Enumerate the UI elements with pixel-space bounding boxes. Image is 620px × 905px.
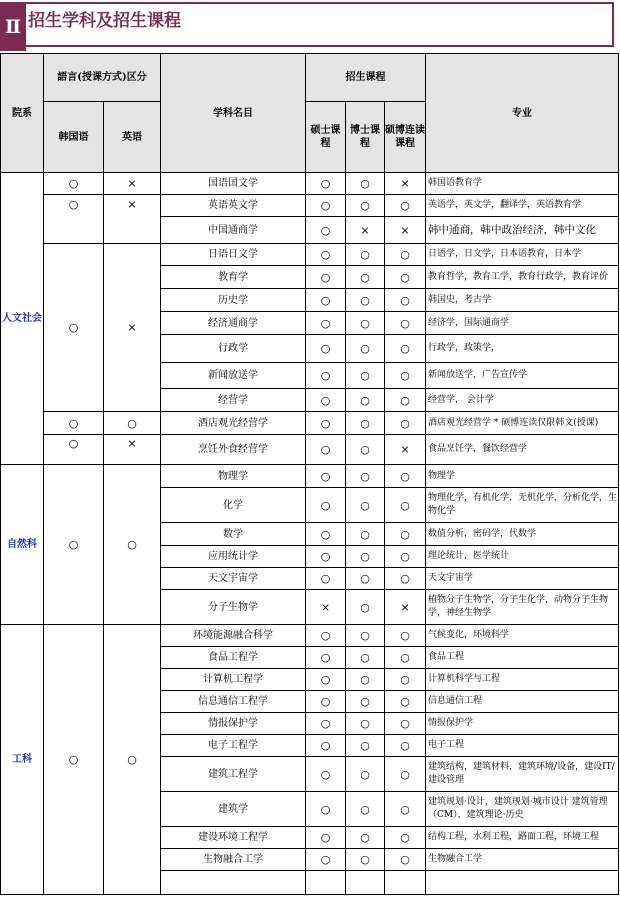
table-row	[1, 435, 619, 465]
major-text: 信息通信工程	[426, 691, 619, 713]
major-text: 建筑规划·设计，建筑规划·城市设计 建筑管理（CM），建筑理论·历史	[426, 792, 619, 827]
master-mark: ○	[306, 568, 346, 590]
major-text: 建筑结构，建筑材料，建筑环境/设备，建设IT/建设管理	[426, 757, 619, 792]
major-text: 酒店观光经营学 * 硕博连读仅限韩文(授课)	[426, 412, 619, 435]
combined-mark: ○	[385, 713, 426, 735]
combined-mark: ○	[385, 625, 426, 647]
doctor-mark: ○	[346, 792, 385, 827]
doctor-mark: ○	[346, 647, 385, 669]
master-mark: ○	[306, 735, 346, 757]
doctor-mark: ○	[346, 435, 385, 465]
doctor-mark: ○	[346, 389, 385, 412]
subject-name: 教育学	[161, 266, 306, 289]
combined-mark: ×	[385, 590, 426, 625]
col-english: 英语	[104, 102, 161, 173]
english-mark: ○	[104, 412, 161, 435]
col-program-group: 招生课程	[306, 54, 426, 102]
doctor-mark: ○	[346, 735, 385, 757]
subject-name: 行政学	[161, 335, 306, 363]
master-mark: ○	[306, 335, 346, 363]
doctor-mark: ○	[346, 335, 385, 363]
master-mark: ○	[306, 647, 346, 669]
doctor-mark: ○	[346, 625, 385, 647]
doctor-mark: ○	[346, 691, 385, 713]
table-row	[1, 465, 619, 488]
doctor-mark: ○	[346, 312, 385, 335]
english-mark: ×	[104, 244, 161, 412]
subject-name: 生物融合工学	[161, 849, 306, 871]
subject-name: 中国通商学	[161, 217, 306, 244]
section-number: Ⅱ	[0, 2, 26, 51]
table-row	[1, 195, 619, 217]
doctor-mark: ○	[346, 590, 385, 625]
major-text: 情报保护学	[426, 713, 619, 735]
major-text: 日语学，日文学，日本语教育，日本学	[426, 244, 619, 266]
major-text: 理论统计，医学统计	[426, 546, 619, 568]
major-text: 英语学，英文学，翻译学，英语教育学	[426, 195, 619, 217]
korean-mark: ○	[44, 465, 104, 625]
korean-mark: ○	[44, 625, 104, 895]
major-text: 食品工程	[426, 647, 619, 669]
english-mark: ○	[104, 465, 161, 625]
doctor-mark: ○	[346, 488, 385, 523]
master-mark: ○	[306, 669, 346, 691]
major-text: 数值分析，密码学，代数学	[426, 523, 619, 546]
combined-mark: ○	[385, 669, 426, 691]
table-row	[1, 625, 619, 647]
combined-mark: ○	[385, 244, 426, 266]
doctor-mark: ○	[346, 849, 385, 871]
subject-name: 物理学	[161, 465, 306, 488]
major-text: 物理化学，有机化学，无机化学，分析化学，生物化学	[426, 488, 619, 523]
master-mark: ○	[306, 488, 346, 523]
master-mark: ○	[306, 691, 346, 713]
doctor-mark: ○	[346, 173, 385, 195]
master-mark: ○	[306, 266, 346, 289]
combined-mark: ×	[385, 435, 426, 465]
combined-mark: ○	[385, 289, 426, 312]
combined-mark: ○	[385, 827, 426, 849]
major-text: 经济学，国际通商学	[426, 312, 619, 335]
doctor-mark: ○	[346, 713, 385, 735]
admissions-table	[0, 53, 619, 895]
section-title: 招生学科及招生课程	[26, 2, 614, 47]
master-mark: ○	[306, 523, 346, 546]
doctor-mark: ○	[346, 266, 385, 289]
combined-mark: ○	[385, 691, 426, 713]
combined-mark: ○	[385, 266, 426, 289]
table-row	[1, 173, 619, 195]
doctor-mark: ○	[346, 568, 385, 590]
col-doctor: 博士课程	[346, 102, 385, 173]
combined-mark: ○	[385, 389, 426, 412]
master-mark: ○	[306, 849, 346, 871]
korean-mark: ○	[44, 412, 104, 435]
doctor-mark: ○	[346, 757, 385, 792]
major-text: 天文宇宙学	[426, 568, 619, 590]
subject-name: 电子工程学	[161, 735, 306, 757]
master-mark: ○	[306, 827, 346, 849]
doctor-mark: ○	[346, 289, 385, 312]
table-row	[1, 412, 619, 435]
combined-mark: ○	[385, 757, 426, 792]
subject-name: 情报保护学	[161, 713, 306, 735]
col-subject: 学科名目	[161, 54, 306, 173]
subject-name: 数学	[161, 523, 306, 546]
combined-mark: ○	[385, 568, 426, 590]
major-text: 教育哲学，教育工学，教育行政学，教育评价	[426, 266, 619, 289]
combined-mark: ○	[385, 546, 426, 568]
subject-name: 建筑工程学	[161, 757, 306, 792]
subject-name: 信息通信工程学	[161, 691, 306, 713]
master-mark: ○	[306, 792, 346, 827]
master-mark: ○	[306, 713, 346, 735]
subject-name: 化学	[161, 488, 306, 523]
combined-mark: ×	[385, 173, 426, 195]
major-text: 经营学， 会计学	[426, 389, 619, 412]
major-text: 生物融合工学	[426, 849, 619, 871]
master-mark: ○	[306, 217, 346, 244]
col-combined: 硕博连读课程	[385, 102, 426, 173]
major-text: 植物分子生物学，分子生化学，动物分子生物学，神经生物学	[426, 590, 619, 625]
master-mark: ○	[306, 289, 346, 312]
master-mark: ○	[306, 412, 346, 435]
english-mark: ×	[104, 195, 161, 244]
major-text: 新闻放送学，广告宣传学	[426, 363, 619, 389]
college-natural: 自然科	[1, 465, 44, 625]
master-mark: ○	[306, 465, 346, 488]
korean-mark: ○	[44, 173, 104, 195]
combined-mark: ○	[385, 488, 426, 523]
empty-cell	[385, 871, 426, 895]
korean-mark: ○	[44, 435, 104, 465]
subject-name: 计算机工程学	[161, 669, 306, 691]
combined-mark: ○	[385, 849, 426, 871]
english-mark: ×	[104, 435, 161, 465]
subject-name: 环境能源融合科学	[161, 625, 306, 647]
korean-mark: ○	[44, 244, 104, 412]
master-mark: ○	[306, 244, 346, 266]
col-major: 专业	[426, 54, 619, 173]
major-text: 结构工程，水利工程，路面工程，环境工程	[426, 827, 619, 849]
col-language-group: 語言(授课方式)区分	[44, 54, 161, 102]
combined-mark: ○	[385, 735, 426, 757]
major-text: 韩中通商，韩中政治经济，韩中文化	[426, 217, 619, 244]
subject-name: 新闻放送学	[161, 363, 306, 389]
subject-name: 经济通商学	[161, 312, 306, 335]
subject-name: 日语日文学	[161, 244, 306, 266]
combined-mark: ○	[385, 335, 426, 363]
empty-cell	[426, 871, 619, 895]
doctor-mark: ○	[346, 523, 385, 546]
major-text: 韩国史，考古学	[426, 289, 619, 312]
combined-mark: ○	[385, 312, 426, 335]
major-text: 电子工程	[426, 735, 619, 757]
combined-mark: ×	[385, 217, 426, 244]
major-text: 行政学，政策学，	[426, 335, 619, 363]
doctor-mark: ○	[346, 244, 385, 266]
subject-name: 天文宇宙学	[161, 568, 306, 590]
master-mark: ○	[306, 173, 346, 195]
empty-cell	[306, 871, 346, 895]
master-mark: ○	[306, 435, 346, 465]
master-mark: ○	[306, 625, 346, 647]
master-mark: ○	[306, 546, 346, 568]
combined-mark: ○	[385, 363, 426, 389]
empty-cell	[161, 871, 306, 895]
subject-name: 应用统计学	[161, 546, 306, 568]
doctor-mark: ○	[346, 465, 385, 488]
master-mark: ○	[306, 312, 346, 335]
section-header	[0, 2, 618, 51]
doctor-mark: ○	[346, 412, 385, 435]
doctor-mark: ×	[346, 217, 385, 244]
combined-mark: ○	[385, 195, 426, 217]
major-text: 计算机科学与工程	[426, 669, 619, 691]
table-row	[1, 244, 619, 266]
major-text: 食品烹饪学，餐饮经营学	[426, 435, 619, 465]
doctor-mark: ○	[346, 827, 385, 849]
master-mark: ○	[306, 757, 346, 792]
col-college: 院系	[1, 54, 44, 173]
subject-name: 建设环境工程学	[161, 827, 306, 849]
master-mark: ×	[306, 590, 346, 625]
col-korean: 韩国语	[44, 102, 104, 173]
master-mark: ○	[306, 389, 346, 412]
master-mark: ○	[306, 363, 346, 389]
subject-name: 食品工程学	[161, 647, 306, 669]
korean-mark: ○	[44, 195, 104, 244]
master-mark: ○	[306, 195, 346, 217]
major-text: 气候变化，环境科学	[426, 625, 619, 647]
subject-name: 经营学	[161, 389, 306, 412]
doctor-mark: ○	[346, 363, 385, 389]
subject-name: 烹饪外食经营学	[161, 435, 306, 465]
combined-mark: ○	[385, 412, 426, 435]
doctor-mark: ○	[346, 195, 385, 217]
major-text: 物理学	[426, 465, 619, 488]
subject-name: 英语英文学	[161, 195, 306, 217]
combined-mark: ○	[385, 523, 426, 546]
subject-name: 历史学	[161, 289, 306, 312]
subject-name: 酒店观光经营学	[161, 412, 306, 435]
doctor-mark: ○	[346, 669, 385, 691]
subject-name: 国语国文学	[161, 173, 306, 195]
combined-mark: ○	[385, 647, 426, 669]
col-master: 硕士课程	[306, 102, 346, 173]
subject-name: 分子生物学	[161, 590, 306, 625]
college-humanities: 人文社会	[1, 173, 44, 465]
english-mark: ○	[104, 625, 161, 895]
english-mark: ×	[104, 173, 161, 195]
doctor-mark: ○	[346, 546, 385, 568]
combined-mark: ○	[385, 792, 426, 827]
combined-mark: ○	[385, 465, 426, 488]
subject-name: 建筑学	[161, 792, 306, 827]
empty-cell	[346, 871, 385, 895]
college-engineering: 工科	[1, 625, 44, 895]
major-text: 韩国语教育学	[426, 173, 619, 195]
